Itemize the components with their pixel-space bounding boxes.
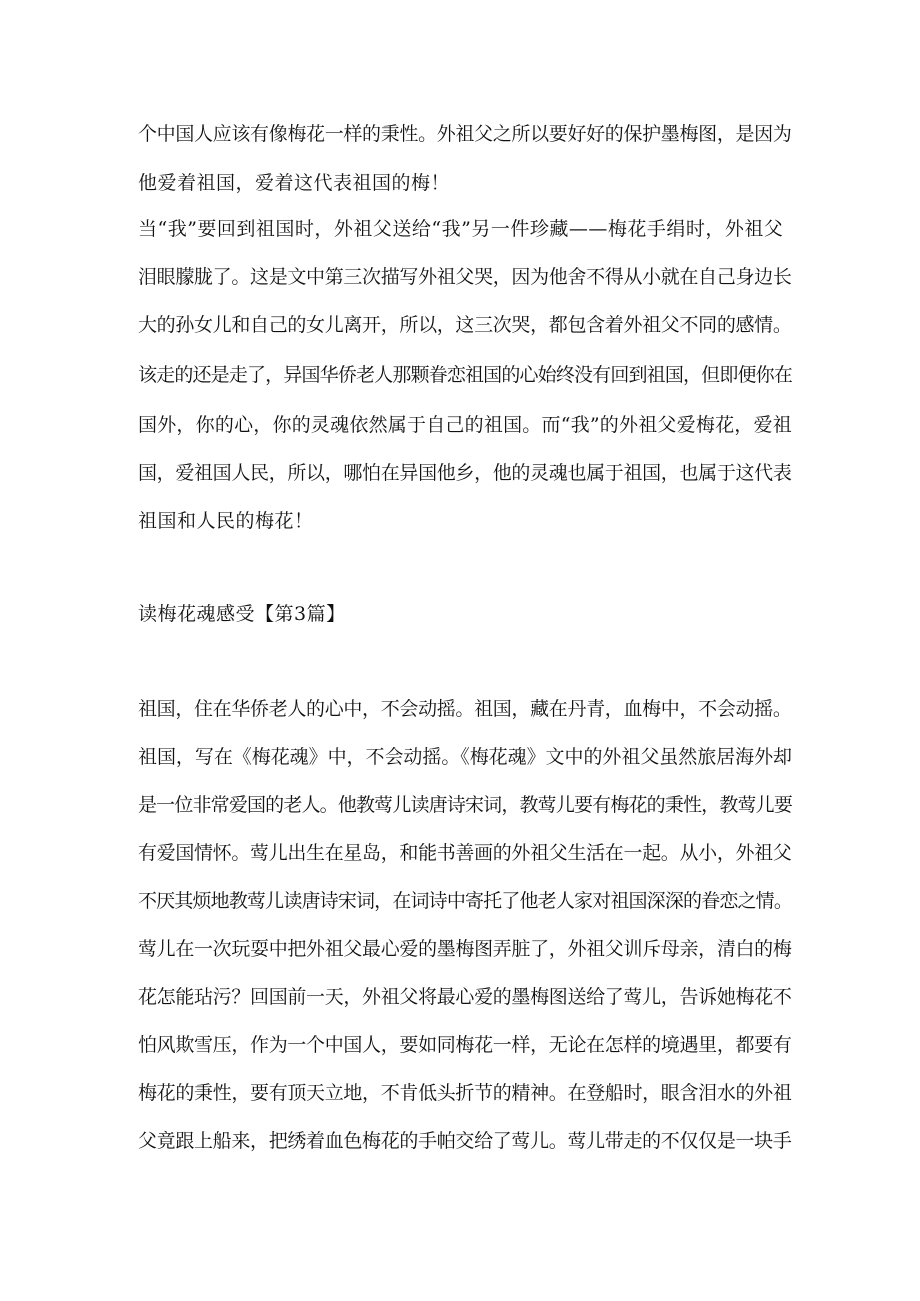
text-line: 祖国，住在华侨老人的心中，不会动摇。祖国，藏在丹青，血梅中，不会动摇。 — [138, 698, 792, 720]
text-line: 梅花的秉性，要有顶天立地，不肯低头折节的精神。在登船时，眼含泪水的外祖 — [138, 1082, 792, 1104]
text-line: 国外，你的心，你的灵魂依然属于自己的祖国。而“我”的外祖父爱梅花，爱祖 — [138, 414, 792, 436]
text-line: 父竟跟上船来，把绣着血色梅花的手帕交给了莺儿。莺儿带走的不仅仅是一块手 — [138, 1130, 792, 1152]
text-line: 是一位非常爱国的老人。他教莺儿读唐诗宋词，教莺儿要有梅花的秉性，教莺儿要 — [138, 794, 793, 816]
section-heading: 读梅花魂感受【第3篇】 — [138, 603, 346, 625]
text-line: 大的孙女儿和自己的女儿离开，所以，这三次哭，都包含着外祖父不同的感情。 — [138, 314, 792, 336]
text-line: 莺儿在一次玩耍中把外祖父最心爱的墨梅图弄脏了，外祖父训斥母亲，清白的梅 — [138, 938, 792, 960]
text-line: 泪眼朦胧了。这是文中第三次描写外祖父哭，因为他舍不得从小就在自己身边长 — [138, 266, 792, 288]
text-line: 该走的还是走了，异国华侨老人那颗眷恋祖国的心始终没有回到祖国，但即便你在 — [138, 364, 793, 386]
text-line: 有爱国情怀。莺儿出生在星岛，和能书善画的外祖父生活在一起。从小，外祖父 — [138, 842, 792, 864]
text-line: 祖国和人民的梅花！ — [138, 510, 314, 532]
text-line: 祖国，写在《梅花魂》中，不会动摇。《梅花魂》文中的外祖父虽然旅居海外却 — [138, 746, 793, 768]
text-line: 当“我”要回到祖国时，外祖父送给“我”另一件珍藏——梅花手绢时，外祖父 — [138, 218, 784, 240]
text-line: 花怎能玷污？回国前一天，外祖父将最心爱的墨梅图送给了莺儿，告诉她梅花不 — [138, 986, 792, 1008]
text-line: 怕风欺雪压，作为一个中国人，要如同梅花一样，无论在怎样的境遇里，都要有 — [138, 1034, 792, 1056]
text-line: 不厌其烦地教莺儿读唐诗宋词，在词诗中寄托了他老人家对祖国深深的眷恋之情。 — [138, 890, 793, 912]
text-line: 他爱着祖国，爱着这代表祖国的梅！ — [138, 172, 451, 194]
text-line: 国，爱祖国人民，所以，哪怕在异国他乡，他的灵魂也属于祖国，也属于这代表 — [138, 462, 792, 484]
text-line: 个中国人应该有像梅花一样的秉性。外祖父之所以要好好的保护墨梅图，是因为 — [138, 123, 792, 145]
